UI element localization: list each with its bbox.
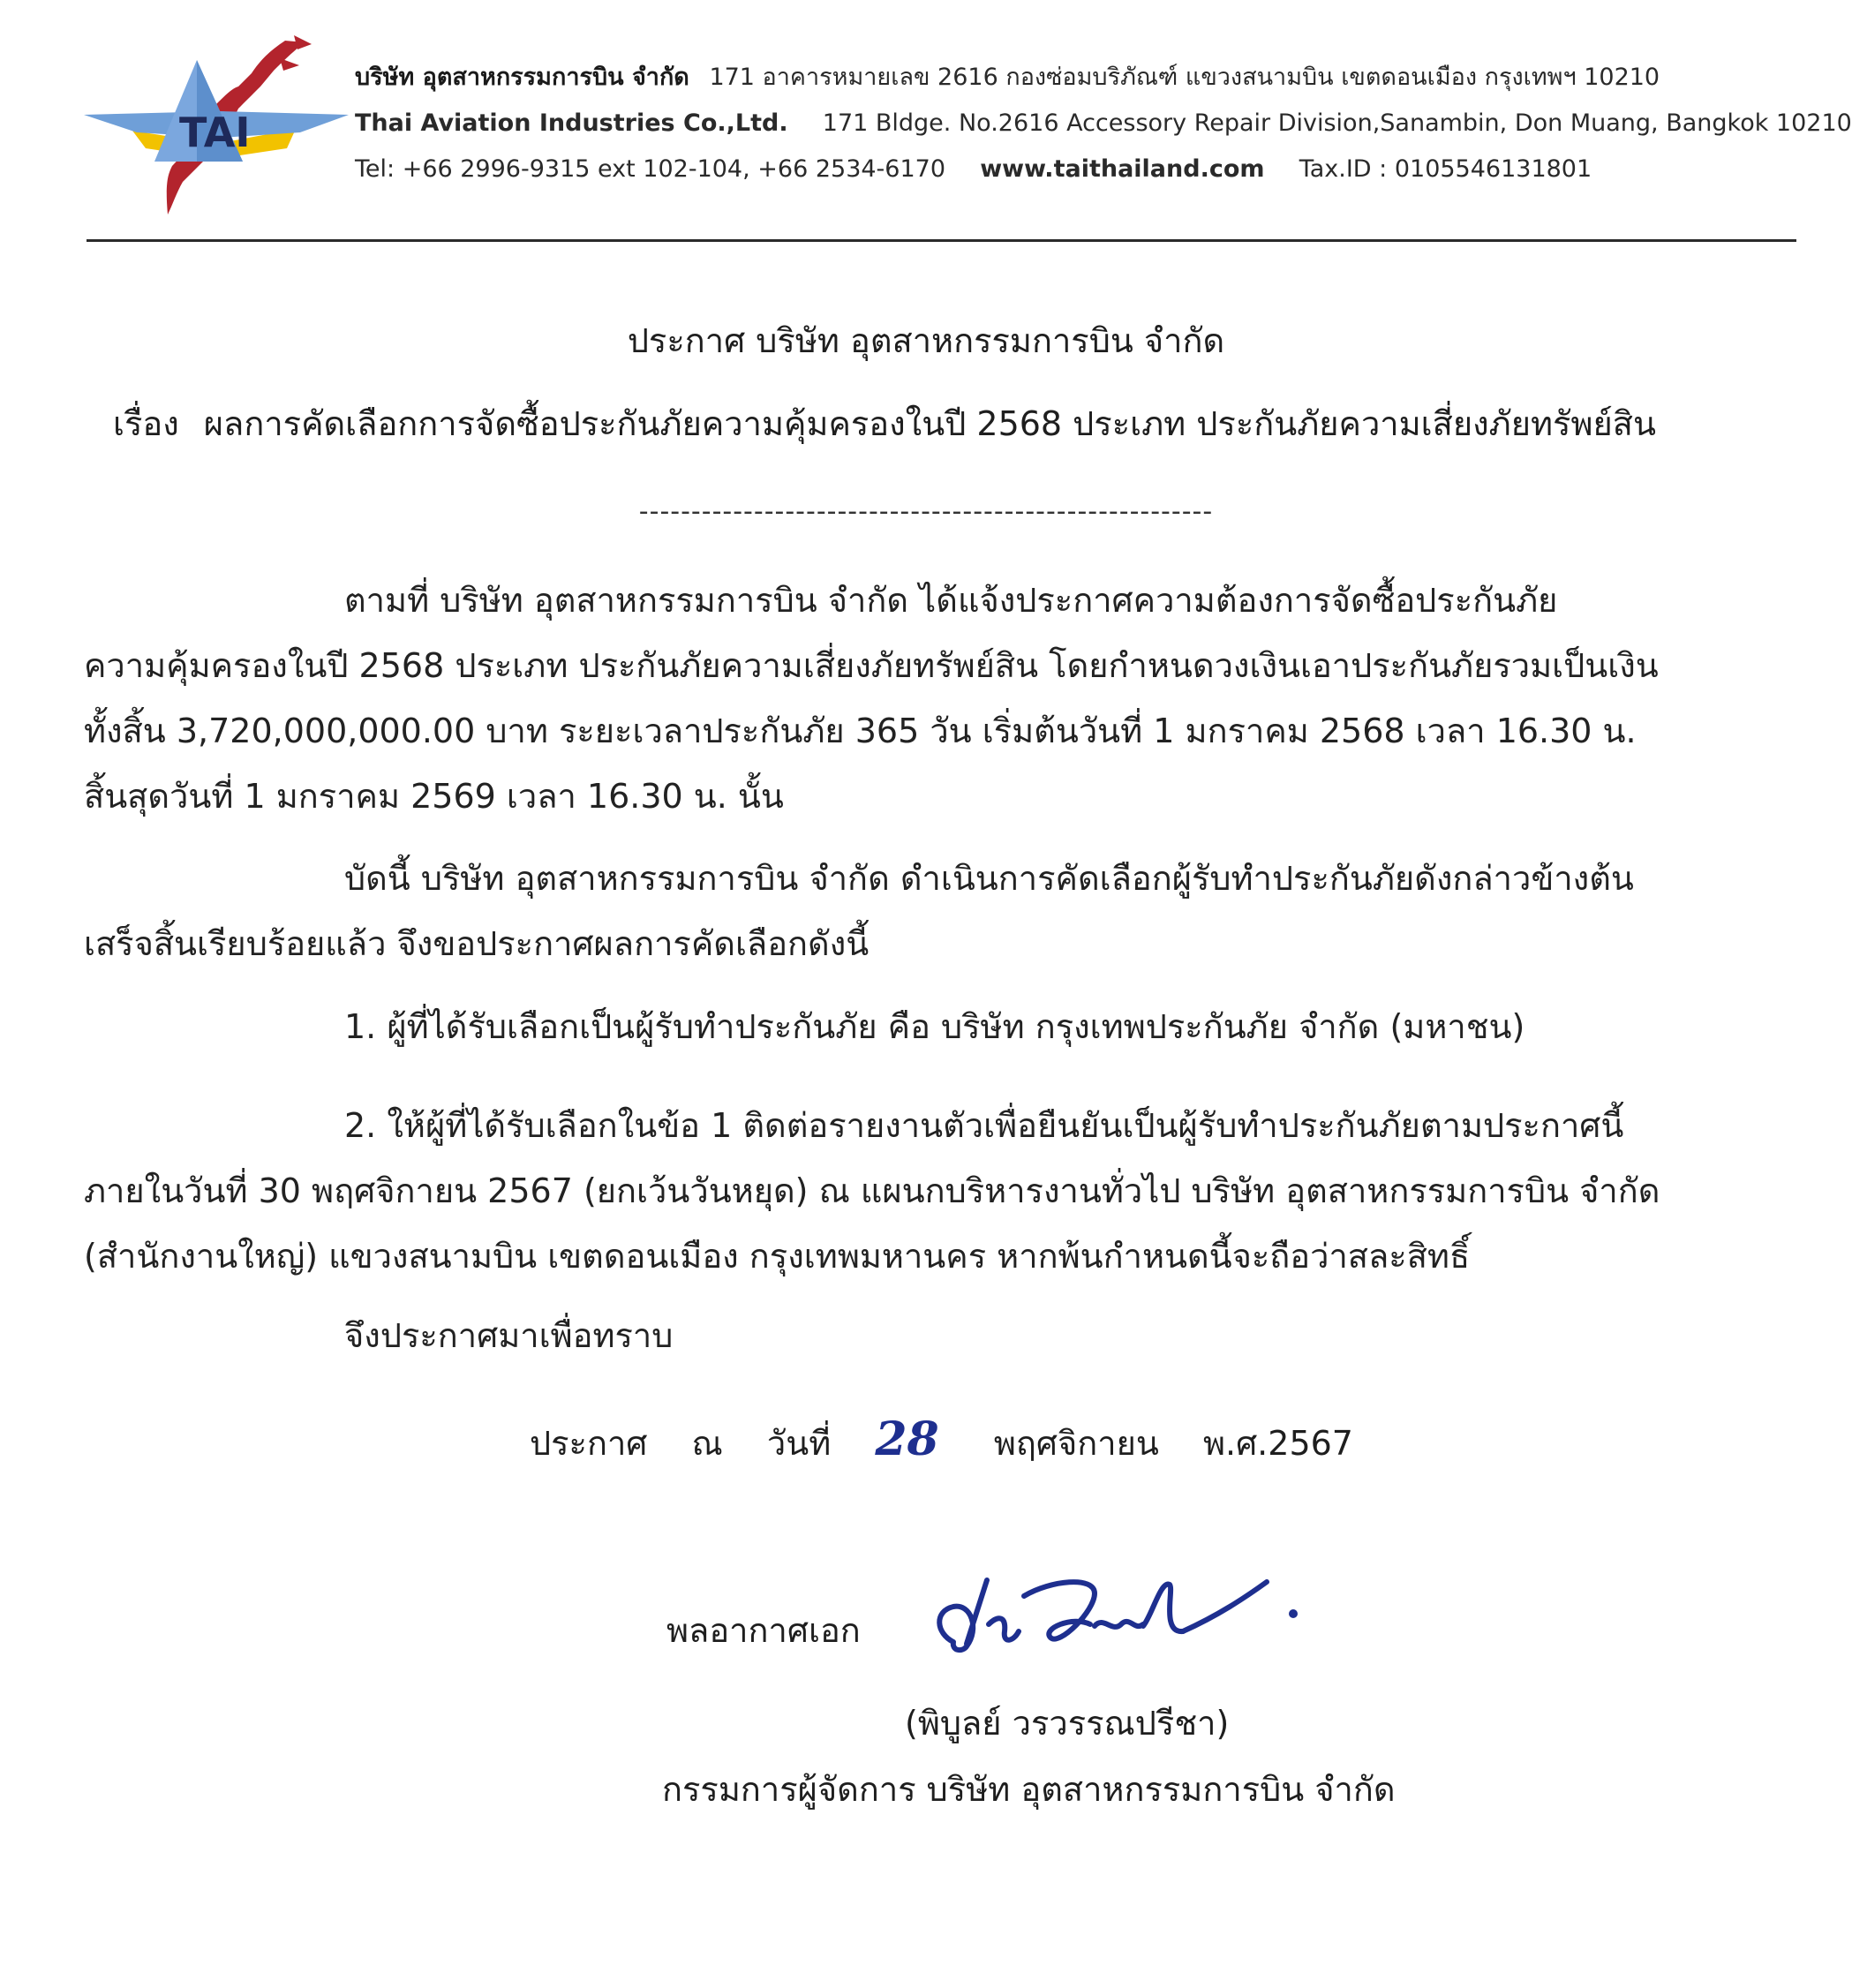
- letterhead-line-en: [355, 101, 1852, 147]
- paragraph-line: 1. ผู้ที่ได้รับเลือกเป็นผู้รับทำประกันภัย คือ บริษัท กรุงเทพประกันภัย จำกัด (มหาชน): [344, 1007, 1525, 1046]
- company-name-en: Thai Aviation Industries Co.,Ltd.: [355, 109, 788, 137]
- announcement-subject: [113, 399, 1790, 448]
- date-at: ณ: [691, 1424, 723, 1463]
- company-address-th: 171 อาคารหมายเลข 2616 กองซ่อมบริภัณฑ์ แขวงสนามบิน เขตดอนเมือง กรุงเทพฯ 10210: [709, 64, 1660, 91]
- date-month: พฤศจิกายน: [993, 1424, 1159, 1463]
- signature-image: [918, 1563, 1306, 1677]
- company-website: www.taithailand.com: [980, 155, 1265, 183]
- paragraph-line: (สำนักงานใหญ่) แขวงสนามบิน เขตดอนเมือง กรุงเทพมหานคร หากพ้นกำหนดนี้จะถือว่าสละสิทธิ์: [84, 1237, 1471, 1276]
- list-item-1: [84, 994, 1761, 1059]
- paragraph-result: [84, 846, 1761, 976]
- company-tax-id: Tax.ID : 0105546131801: [1299, 155, 1592, 183]
- letterhead-text: [355, 55, 1852, 192]
- subject-label: เรื่อง: [113, 404, 179, 443]
- date-prefix: ประกาศ: [530, 1424, 648, 1463]
- paragraph-line: ภายในวันที่ 30 พฤศจิกายน 2567 (ยกเว้นวันหยุด) ณ แผนกบริหารงานทั่วไป บริษัท อุตสาหกรรมการบิน จำกัด: [84, 1171, 1660, 1210]
- list-item-2: [84, 1093, 1761, 1289]
- paragraph-line: ความคุ้มครองในปี 2568 ประเภท ประกันภัยความเสี่ยงภัยทรัพย์สิน โดยกำหนดวงเงินเอาประกันภัยรวมเป็นเงิน: [84, 646, 1659, 685]
- tai-logo: [84, 34, 349, 223]
- announcement-date: [530, 1407, 1387, 1476]
- company-address-en: 171 Bldge. No.2616 Accessory Repair Division,Sanambin, Don Muang, Bangkok 10210: [822, 109, 1852, 137]
- signatory-rank: พลอากาศเอก: [666, 1611, 861, 1650]
- company-tel: Tel: +66 2996-9315 ext 102-104, +66 2534-6170: [355, 155, 946, 183]
- paragraph-line: เสร็จสิ้นเรียบร้อยแล้ว จึงขอประกาศผลการคัดเลือกดังนี้: [84, 924, 870, 963]
- letterhead-divider: [87, 239, 1796, 242]
- paragraph-line: ตามที่ บริษัท อุตสาหกรรมการบิน จำกัด ได้แจ้งประกาศความต้องการจัดซื้อประกันภัย: [344, 581, 1558, 620]
- paragraph-line: จึงประกาศมาเพื่อทราบ: [344, 1316, 674, 1355]
- closing-statement: [84, 1303, 1761, 1368]
- paragraph-line: สิ้นสุดวันที่ 1 มกราคม 2569 เวลา 16.30 น. นั้น: [84, 777, 784, 816]
- separator-dashes: -------------------------------------------------------: [638, 496, 1214, 527]
- date-day-label: วันที่: [766, 1424, 832, 1463]
- letterhead-line-contact: [355, 147, 1803, 192]
- paragraph-line: ทั้งสิ้น 3,720,000,000.00 บาท ระยะเวลาประกันภัย 365 วัน เริ่มต้นวันที่ 1 มกราคม 2568 เวลา 16.30 น.: [84, 712, 1637, 750]
- announcement-title: ประกาศ บริษัท อุตสาหกรรมการบิน จำกัด: [627, 321, 1225, 360]
- subject-text: ผลการคัดเลือกการจัดซื้อประกันภัยความคุ้มครองในปี 2568 ประเภท ประกันภัยความเสี่ยงภัยทรัพย์สิน: [203, 404, 1656, 443]
- letterhead-line-th: [355, 55, 1803, 101]
- company-name-th: บริษัท อุตสาหกรรมการบิน จำกัด: [355, 64, 689, 91]
- date-day-handwritten: 28: [875, 1412, 939, 1466]
- logo-text: TAI: [179, 109, 251, 156]
- signatory-position: กรรมการผู้จัดการ บริษัท อุตสาหกรรมการบิน จำกัด: [662, 1770, 1396, 1809]
- signatory-name: (พิบูลย์ วรวรรณปรีชา): [905, 1704, 1230, 1743]
- paragraph-line: 2. ให้ผู้ที่ได้รับเลือกในข้อ 1 ติดต่อรายงานตัวเพื่อยืนยันเป็นผู้รับทำประกันภัยตามประกาศนี้: [344, 1106, 1624, 1145]
- date-year: พ.ศ.2567: [1202, 1424, 1353, 1463]
- paragraph-intro: [84, 568, 1761, 829]
- paragraph-line: บัดนี้ บริษัท อุตสาหกรรมการบิน จำกัด ดำเนินการคัดเลือกผู้รับทำประกันภัยดังกล่าวข้างต้น: [344, 859, 1634, 898]
